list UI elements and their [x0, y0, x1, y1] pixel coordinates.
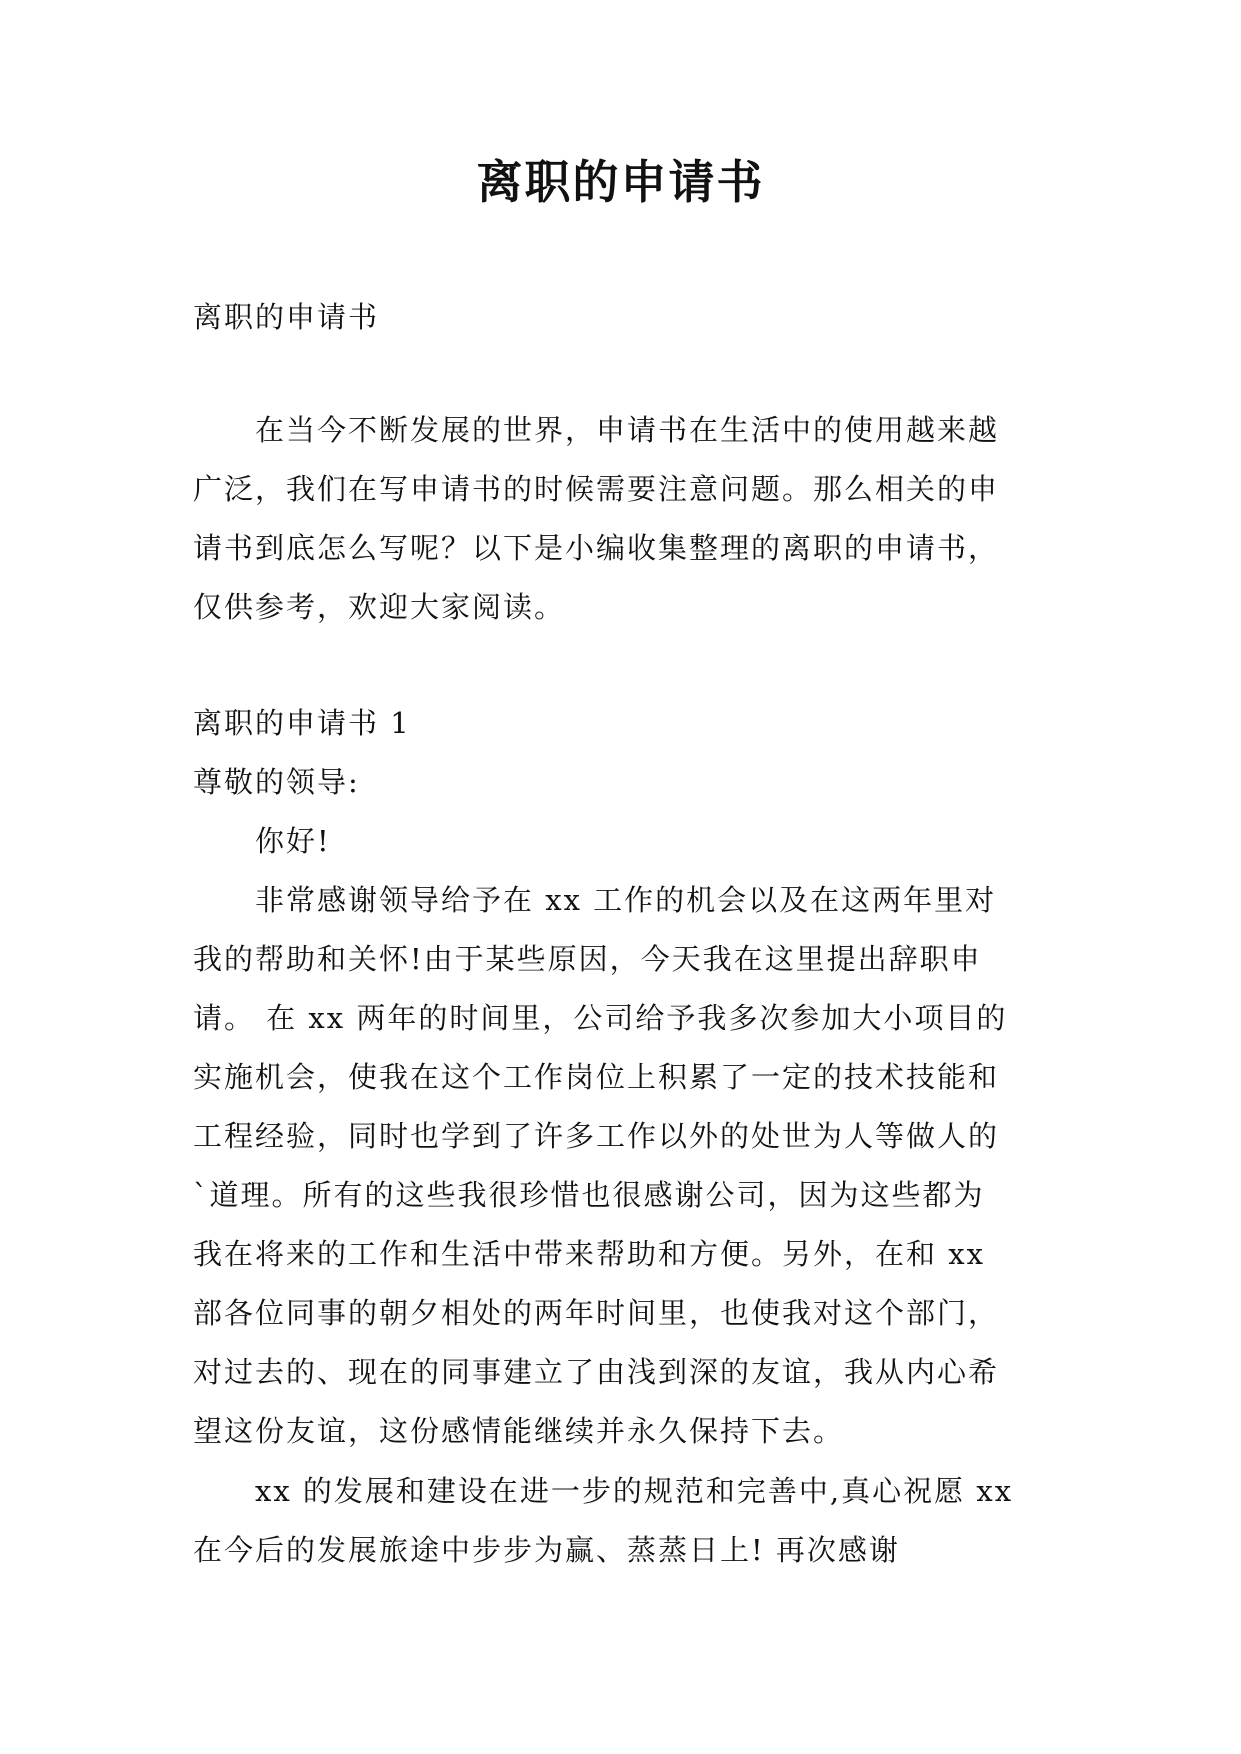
section-heading: 离职的申请书 1: [193, 706, 411, 740]
body-paragraph-2: [193, 1462, 1063, 1580]
paragraph-line: `道理。所有的这些我很珍惜也很感谢公司，因为这些都为: [193, 1178, 985, 1212]
paragraph-line: 工程经验，同时也学到了许多工作以外的处世为人等做人的: [193, 1119, 1000, 1153]
intro-line: 仅供参考，欢迎大家阅读。: [193, 590, 566, 624]
paragraph-line: 我在将来的工作和生活中带来帮助和方便。另外，在和 xx: [193, 1237, 985, 1271]
document-title: 离职的申请书: [476, 155, 765, 209]
paragraph-line: 非常感谢领导给予在 xx 工作的机会以及在这两年里对: [255, 883, 997, 917]
paragraph-line: 望这份友谊，这份感情能继续并永久保持下去。: [193, 1414, 845, 1448]
paragraph-line: 请。 在 xx 两年的时间里，公司给予我多次参加大小项目的: [193, 1001, 1008, 1035]
body-paragraph-1: [193, 871, 1063, 1461]
salutation: 尊敬的领导:: [193, 765, 360, 799]
paragraph-line: xx 的发展和建设在进一步的规范和完善中,真心祝愿 xx: [255, 1474, 1014, 1508]
intro-line: 广泛，我们在写申请书的时候需要注意问题。那么相关的申: [193, 472, 1000, 506]
paragraph-line: 我的帮助和关怀!由于某些原因，今天我在这里提出辞职申: [193, 942, 982, 976]
paragraph-line: 对过去的、现在的同事建立了由浅到深的友谊，我从内心希: [193, 1355, 1000, 1389]
intro-paragraph: [193, 401, 1063, 637]
paragraph-line: 在今后的发展旅途中步步为赢、蒸蒸日上! 再次感谢: [193, 1533, 900, 1567]
paragraph-line: 实施机会，使我在这个工作岗位上积累了一定的技术技能和: [193, 1060, 1000, 1094]
paragraph-line: 部各位同事的朝夕相处的两年时间里，也使我对这个部门，: [193, 1296, 1000, 1330]
greeting: 你好!: [255, 824, 331, 858]
intro-line: 请书到底怎么写呢？以下是小编收集整理的离职的申请书，: [193, 531, 1000, 565]
intro-line: 在当今不断发展的世界，申请书在生活中的使用越来越: [255, 413, 1000, 447]
document-subtitle: 离职的申请书: [193, 300, 380, 334]
